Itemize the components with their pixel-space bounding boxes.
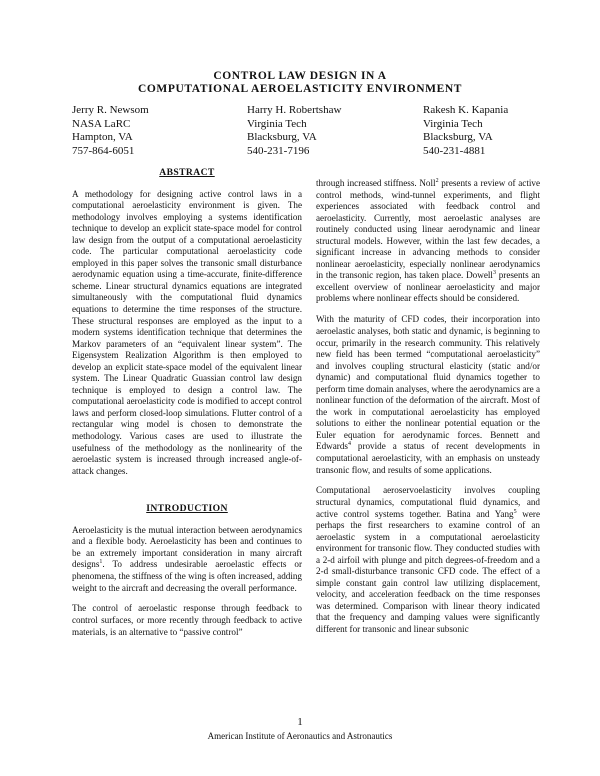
introduction-paragraph-1: Aeroelasticity is the mutual interaction between aerodynamics and a flexible body. Aeroelasticity has been and continues to be an extremely important consideration in many aircraft designs$^1$. To address undesirable aeroelastic effects or phenomena, the stiffness of the wing is often increased, adding weight to the aircraft and decreasing the overall performance. [72, 524, 302, 593]
author-block-1 [72, 104, 242, 158]
author-phone: 757-864-6051 [72, 144, 135, 157]
author-org: Virginia Tech [247, 117, 307, 130]
page-footer: American Institute of Aeronautics and Astronautics [207, 731, 393, 741]
introduction-heading: INTRODUCTION [146, 503, 228, 515]
author-name: Rakesh K. Kapania [423, 104, 509, 116]
abstract-text: A methodology for designing active control laws in a computational aeroelasticity environment is given. The methodology involves employing a systems identification technique to develop an explicit state-space model for control law design from the output of a computational aeroelasticity code. The particular computational aeroelasticity code employed in this paper solves the transonic small disturbance aerodynamic equation using a time-accurate, finite-difference scheme. Linear structural dynamics equations are integrated simultaneously with the computational fluid dynamics equations to determine the time responses of the structure. These structural responses are employed as the input to a modern systems identification technique that determines the Markov parameters of an “equivalent linear system”. The Eigensystem Realization Algorithm is then employed to develop an explicit state-space model of the equivalent linear system. The Linear Quadratic Guassian control law design technique is employed to design a control law. The computational aeroelasticity code is modified to accept control laws and perform closed-loop simulations. Flutter control of a rectangular wing model is chosen to demonstrate the methodology. Various cases are used to illustrate the usefulness of the methodology as the nonlinearity of the aeroelastic system is increased through increased angle-of-attack changes. [72, 188, 302, 476]
right-paragraph-1: through increased stiffness. Noll$^2$ presents a review of active control methods, wind-tunnel experiments, and flight experiences associated with feedback control and aeroelasticity. Currently, most aeroelastic analyses are routinely conducted using linear aerodynamic and linear structural models. However, within the last few decades, a significant increase in advancing methods to consider nonlinear aeroelasticity, especially nonlinear aerodynamics in the transonic region, has taken place. Dowell$^3$ presents an excellent overview of nonlinear aeroelasticity and major problems where nonlinear effects should be considered. [316, 177, 540, 304]
right-paragraph-3: Computational aeroservoelasticity involves coupling structural dynamics, computational fluid dynamics, and active control systems together. Batina and Yang$^5$ were perhaps the first researchers to examine control of an aeroelastic system in a computational aeroelasticity environment for transonic flow. They conducted studies with a 2-d airfoil with plunge and pitch degrees-of-freedom and a 2-d small-disturbance transonic CFD code. The effect of a simple constant gain control law utilizing displacement, velocity, and acceleration feedback on the time responses was determined. Comparison with linear theory indicated that the frequency and damping values were significantly different for transonic and linear subsonic [316, 485, 540, 635]
author-location: Hampton, VA [72, 131, 133, 143]
right-column [316, 178, 540, 645]
author-org: Virginia Tech [423, 117, 483, 130]
author-phone: 540-231-4881 [423, 144, 486, 157]
author-block-3 [423, 104, 593, 158]
introduction-paragraph-2: The control of aeroelastic response through feedback to control surfaces, or more recently through feedback to active materials, is an alternative to “passive control” [72, 603, 302, 637]
paper-title-line-1: CONTROL LAW DESIGN IN A [213, 70, 387, 82]
author-location: Blacksburg, VA [423, 131, 493, 143]
paper-title-line-2: COMPUTATIONAL AEROELASTICITY ENVIRONMENT [137, 83, 463, 95]
abstract-heading: ABSTRACT [159, 167, 215, 178]
author-phone: 540-231-7196 [247, 144, 310, 157]
author-location: Blacksburg, VA [247, 131, 317, 143]
right-paragraph-2: With the maturity of CFD codes, their incorporation into aeroelastic analyses, both static and dynamic, is beginning to occur, primarily in the research community. This relatively new field has been termed “computational aeroelasticity” and involves coupling structural elasticity (static and/or dynamic) and computational fluid dynamics together to perform time domain analyses, where the aerodynamics are a nonlinear function of the deformation of the aircraft. Most of the work in computational aeroelasticity has employed solutions to either the nonlinear potential equation or the Euler equation for aerodynamic forces. Bennett and Edwards$^4$ provide a status of recent developments in computational aeroelasticity, with an emphasis on unsteady transonic flow, and results of some applications. [316, 314, 540, 475]
author-block-2 [247, 104, 417, 158]
author-name: Harry H. Robertshaw [247, 104, 342, 116]
author-org: NASA LaRC [72, 117, 131, 130]
left-column [72, 167, 302, 647]
page-number: 1 [297, 716, 303, 728]
author-name: Jerry R. Newsom [72, 104, 149, 116]
